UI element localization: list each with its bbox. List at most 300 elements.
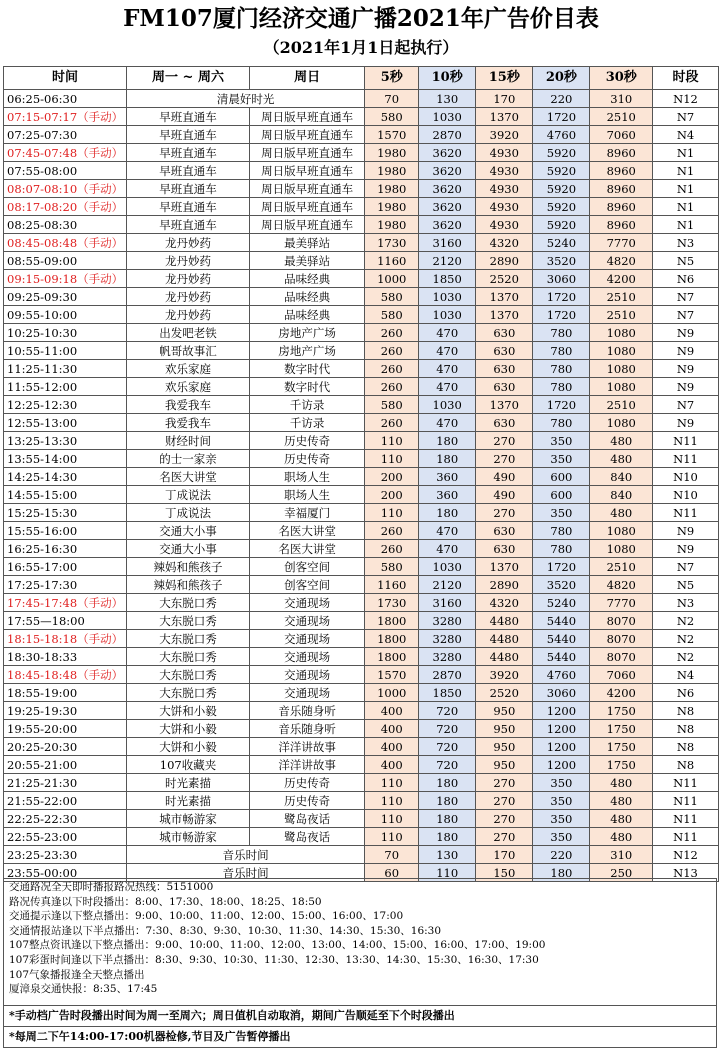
weekday-program-cell: 大东脱口秀 bbox=[127, 684, 250, 702]
sunday-program-cell: 周日版早班直通车 bbox=[250, 198, 365, 216]
slot-cell: N4 bbox=[653, 126, 719, 144]
sunday-program-cell: 周日版早班直通车 bbox=[250, 216, 365, 234]
price-5s: 260 bbox=[365, 360, 419, 378]
price-15s: 4930 bbox=[476, 162, 533, 180]
price-30s: 1750 bbox=[590, 738, 653, 756]
sunday-program-cell: 品味经典 bbox=[250, 288, 365, 306]
price-20s: 5920 bbox=[533, 180, 590, 198]
weekday-program-cell: 龙丹妙药 bbox=[127, 252, 250, 270]
weekday-program-cell: 大饼和小毅 bbox=[127, 720, 250, 738]
sunday-program-cell: 数字时代 bbox=[250, 378, 365, 396]
price-5s: 110 bbox=[365, 774, 419, 792]
table-row bbox=[4, 504, 719, 522]
sunday-program-cell: 历史传奇 bbox=[250, 792, 365, 810]
price-5s: 260 bbox=[365, 522, 419, 540]
price-30s: 1750 bbox=[590, 756, 653, 774]
price-30s: 8070 bbox=[590, 630, 653, 648]
time-cell: 07:25-07:30 bbox=[4, 126, 127, 144]
price-20s: 350 bbox=[533, 828, 590, 846]
price-5s: 260 bbox=[365, 324, 419, 342]
price-10s: 360 bbox=[419, 468, 476, 486]
sunday-program-cell: 数字时代 bbox=[250, 360, 365, 378]
price-30s: 480 bbox=[590, 432, 653, 450]
table-row bbox=[4, 216, 719, 234]
price-10s: 180 bbox=[419, 828, 476, 846]
table-row bbox=[4, 756, 719, 774]
price-30s: 8070 bbox=[590, 612, 653, 630]
price-15s: 4480 bbox=[476, 648, 533, 666]
price-5s: 70 bbox=[365, 846, 419, 864]
time-cell: 11:25-11:30 bbox=[4, 360, 127, 378]
price-20s: 1720 bbox=[533, 558, 590, 576]
weekday-program-cell: 大东脱口秀 bbox=[127, 612, 250, 630]
price-10s: 130 bbox=[419, 90, 476, 108]
price-20s: 350 bbox=[533, 792, 590, 810]
price-15s: 630 bbox=[476, 378, 533, 396]
price-30s: 480 bbox=[590, 504, 653, 522]
time-cell: 19:55-20:00 bbox=[4, 720, 127, 738]
price-20s: 1200 bbox=[533, 756, 590, 774]
program-cell: 音乐时间 bbox=[127, 864, 365, 882]
price-5s: 1160 bbox=[365, 252, 419, 270]
price-10s: 1030 bbox=[419, 288, 476, 306]
sunday-program-cell: 历史传奇 bbox=[250, 774, 365, 792]
price-10s: 2870 bbox=[419, 126, 476, 144]
price-20s: 1200 bbox=[533, 720, 590, 738]
header-20s: 20秒 bbox=[533, 67, 590, 90]
price-15s: 3920 bbox=[476, 666, 533, 684]
price-5s: 1980 bbox=[365, 180, 419, 198]
price-20s: 1720 bbox=[533, 396, 590, 414]
time-cell: 09:55-10:00 bbox=[4, 306, 127, 324]
price-5s: 260 bbox=[365, 414, 419, 432]
price-15s: 490 bbox=[476, 468, 533, 486]
header-15s: 15秒 bbox=[476, 67, 533, 90]
slot-cell: N7 bbox=[653, 306, 719, 324]
price-30s: 1080 bbox=[590, 540, 653, 558]
price-5s: 200 bbox=[365, 468, 419, 486]
slot-cell: N9 bbox=[653, 342, 719, 360]
table-row bbox=[4, 90, 719, 108]
price-30s: 480 bbox=[590, 828, 653, 846]
price-15s: 4480 bbox=[476, 630, 533, 648]
table-row bbox=[4, 486, 719, 504]
time-cell: 21:55-22:00 bbox=[4, 792, 127, 810]
price-10s: 470 bbox=[419, 522, 476, 540]
time-cell: 07:45-07:48（手动） bbox=[4, 144, 127, 162]
price-15s: 270 bbox=[476, 792, 533, 810]
time-cell: 20:25-20:30 bbox=[4, 738, 127, 756]
slot-cell: N12 bbox=[653, 90, 719, 108]
weekday-program-cell: 辣妈和熊孩子 bbox=[127, 576, 250, 594]
price-20s: 600 bbox=[533, 486, 590, 504]
price-30s: 7770 bbox=[590, 594, 653, 612]
weekday-program-cell: 大饼和小毅 bbox=[127, 738, 250, 756]
slot-cell: N8 bbox=[653, 702, 719, 720]
price-10s: 470 bbox=[419, 414, 476, 432]
time-cell: 18:55-19:00 bbox=[4, 684, 127, 702]
price-10s: 110 bbox=[419, 864, 476, 882]
table-row bbox=[4, 828, 719, 846]
time-cell: 08:45-08:48（手动） bbox=[4, 234, 127, 252]
price-20s: 3060 bbox=[533, 270, 590, 288]
price-30s: 1750 bbox=[590, 720, 653, 738]
price-30s: 8960 bbox=[590, 162, 653, 180]
table-row bbox=[4, 198, 719, 216]
price-20s: 3520 bbox=[533, 576, 590, 594]
slot-cell: N11 bbox=[653, 810, 719, 828]
price-15s: 270 bbox=[476, 504, 533, 522]
price-5s: 400 bbox=[365, 702, 419, 720]
time-cell: 08:07-08:10（手动） bbox=[4, 180, 127, 198]
table-row bbox=[4, 288, 719, 306]
sunday-program-cell: 千访录 bbox=[250, 396, 365, 414]
price-5s: 110 bbox=[365, 450, 419, 468]
price-30s: 310 bbox=[590, 90, 653, 108]
price-15s: 2890 bbox=[476, 252, 533, 270]
price-5s: 400 bbox=[365, 738, 419, 756]
table-row bbox=[4, 612, 719, 630]
table-row bbox=[4, 540, 719, 558]
sunday-program-cell: 房地产广场 bbox=[250, 324, 365, 342]
sunday-program-cell: 历史传奇 bbox=[250, 450, 365, 468]
price-30s: 8960 bbox=[590, 198, 653, 216]
price-30s: 2510 bbox=[590, 108, 653, 126]
price-10s: 180 bbox=[419, 450, 476, 468]
slot-cell: N8 bbox=[653, 756, 719, 774]
slot-cell: N9 bbox=[653, 324, 719, 342]
sunday-program-cell: 周日版早班直通车 bbox=[250, 162, 365, 180]
price-10s: 2120 bbox=[419, 252, 476, 270]
price-20s: 5440 bbox=[533, 648, 590, 666]
weekday-program-cell: 早班直通车 bbox=[127, 144, 250, 162]
price-5s: 580 bbox=[365, 288, 419, 306]
price-5s: 260 bbox=[365, 540, 419, 558]
note-line: 107整点资讯逢以下整点播出：9:00、10:00、11:00、12:00、13:00、14:00、15:00、16:00、17:00、19:00 bbox=[9, 939, 546, 952]
slot-cell: N6 bbox=[653, 270, 719, 288]
price-30s: 2510 bbox=[590, 288, 653, 306]
time-cell: 13:55-14:00 bbox=[4, 450, 127, 468]
time-cell: 17:25-17:30 bbox=[4, 576, 127, 594]
price-30s: 4200 bbox=[590, 270, 653, 288]
slot-cell: N7 bbox=[653, 108, 719, 126]
time-cell: 22:55-23:00 bbox=[4, 828, 127, 846]
slot-cell: N12 bbox=[653, 846, 719, 864]
price-5s: 580 bbox=[365, 108, 419, 126]
price-15s: 950 bbox=[476, 702, 533, 720]
price-5s: 1800 bbox=[365, 612, 419, 630]
price-5s: 1980 bbox=[365, 216, 419, 234]
weekday-program-cell: 107收藏夹 bbox=[127, 756, 250, 774]
slot-cell: N4 bbox=[653, 666, 719, 684]
slot-cell: N7 bbox=[653, 396, 719, 414]
header-slot: 时段 bbox=[653, 67, 719, 90]
time-cell: 19:25-19:30 bbox=[4, 702, 127, 720]
price-20s: 600 bbox=[533, 468, 590, 486]
time-cell: 08:25-08:30 bbox=[4, 216, 127, 234]
slot-cell: N10 bbox=[653, 486, 719, 504]
time-cell: 18:30-18:33 bbox=[4, 648, 127, 666]
header-time: 时间 bbox=[4, 67, 127, 90]
price-5s: 580 bbox=[365, 306, 419, 324]
slot-cell: N9 bbox=[653, 378, 719, 396]
price-15s: 270 bbox=[476, 432, 533, 450]
price-30s: 8960 bbox=[590, 144, 653, 162]
slot-cell: N11 bbox=[653, 792, 719, 810]
weekday-program-cell: 名医大讲堂 bbox=[127, 468, 250, 486]
rate-table-body bbox=[4, 90, 719, 882]
price-30s: 840 bbox=[590, 468, 653, 486]
table-row bbox=[4, 684, 719, 702]
header-sunday: 周日 bbox=[250, 67, 365, 90]
slot-cell: N7 bbox=[653, 288, 719, 306]
price-10s: 3620 bbox=[419, 162, 476, 180]
price-5s: 70 bbox=[365, 90, 419, 108]
sunday-program-cell: 交通现场 bbox=[250, 612, 365, 630]
table-row bbox=[4, 576, 719, 594]
price-20s: 220 bbox=[533, 846, 590, 864]
time-cell: 07:55-08:00 bbox=[4, 162, 127, 180]
price-15s: 2520 bbox=[476, 270, 533, 288]
price-15s: 1370 bbox=[476, 306, 533, 324]
table-row bbox=[4, 324, 719, 342]
price-15s: 630 bbox=[476, 342, 533, 360]
time-cell: 08:55-09:00 bbox=[4, 252, 127, 270]
slot-cell: N1 bbox=[653, 180, 719, 198]
price-10s: 3620 bbox=[419, 198, 476, 216]
time-cell: 18:15-18:18（手动） bbox=[4, 630, 127, 648]
weekday-program-cell: 欢乐家庭 bbox=[127, 378, 250, 396]
weekday-program-cell: 我爱我车 bbox=[127, 414, 250, 432]
sunday-program-cell: 鹭岛夜话 bbox=[250, 810, 365, 828]
sunday-program-cell: 交通现场 bbox=[250, 666, 365, 684]
price-15s: 1370 bbox=[476, 288, 533, 306]
slot-cell: N1 bbox=[653, 162, 719, 180]
price-15s: 630 bbox=[476, 324, 533, 342]
time-cell: 10:25-10:30 bbox=[4, 324, 127, 342]
price-10s: 1850 bbox=[419, 684, 476, 702]
price-15s: 630 bbox=[476, 414, 533, 432]
price-20s: 5440 bbox=[533, 612, 590, 630]
price-30s: 7770 bbox=[590, 234, 653, 252]
price-30s: 480 bbox=[590, 792, 653, 810]
weekday-program-cell: 龙丹妙药 bbox=[127, 234, 250, 252]
price-10s: 3620 bbox=[419, 144, 476, 162]
price-5s: 580 bbox=[365, 396, 419, 414]
price-15s: 4320 bbox=[476, 234, 533, 252]
price-20s: 780 bbox=[533, 414, 590, 432]
price-30s: 840 bbox=[590, 486, 653, 504]
time-cell: 20:55-21:00 bbox=[4, 756, 127, 774]
weekday-program-cell: 大东脱口秀 bbox=[127, 666, 250, 684]
weekday-program-cell: 城市畅游家 bbox=[127, 810, 250, 828]
weekday-program-cell: 出发吧老铁 bbox=[127, 324, 250, 342]
table-row bbox=[4, 144, 719, 162]
slot-cell: N5 bbox=[653, 252, 719, 270]
price-30s: 1080 bbox=[590, 360, 653, 378]
price-15s: 270 bbox=[476, 810, 533, 828]
price-20s: 5920 bbox=[533, 162, 590, 180]
weekday-program-cell: 早班直通车 bbox=[127, 216, 250, 234]
price-30s: 2510 bbox=[590, 306, 653, 324]
price-15s: 2890 bbox=[476, 576, 533, 594]
price-30s: 8960 bbox=[590, 216, 653, 234]
table-row bbox=[4, 450, 719, 468]
table-row bbox=[4, 720, 719, 738]
price-30s: 480 bbox=[590, 450, 653, 468]
price-15s: 270 bbox=[476, 828, 533, 846]
price-10s: 3620 bbox=[419, 216, 476, 234]
slot-cell: N9 bbox=[653, 522, 719, 540]
price-20s: 5920 bbox=[533, 144, 590, 162]
header-30s: 30秒 bbox=[590, 67, 653, 90]
slot-cell: N11 bbox=[653, 774, 719, 792]
footnote-manual: *手动档广告时段播出时间为周一至周六；周日值机自动取消，期间广告顺延至下个时段播出 bbox=[3, 1006, 717, 1027]
table-row bbox=[4, 396, 719, 414]
price-20s: 780 bbox=[533, 324, 590, 342]
price-20s: 1720 bbox=[533, 306, 590, 324]
price-15s: 4930 bbox=[476, 144, 533, 162]
price-20s: 780 bbox=[533, 378, 590, 396]
weekday-program-cell: 帆哥故事汇 bbox=[127, 342, 250, 360]
time-cell: 12:25-12:30 bbox=[4, 396, 127, 414]
note-line: 交通情报站逢以下半点播出：7:30、8:30、9:30、10:30、11:30、14:30、15:30、16:30 bbox=[9, 924, 442, 937]
program-cell: 音乐时间 bbox=[127, 846, 365, 864]
time-cell: 14:25-14:30 bbox=[4, 468, 127, 486]
price-5s: 1800 bbox=[365, 630, 419, 648]
price-15s: 950 bbox=[476, 738, 533, 756]
weekday-program-cell: 早班直通车 bbox=[127, 180, 250, 198]
slot-cell: N9 bbox=[653, 414, 719, 432]
price-10s: 3280 bbox=[419, 648, 476, 666]
weekday-program-cell: 早班直通车 bbox=[127, 108, 250, 126]
weekday-program-cell: 交通大小事 bbox=[127, 540, 250, 558]
table-row bbox=[4, 108, 719, 126]
weekday-program-cell: 辣妈和熊孩子 bbox=[127, 558, 250, 576]
price-5s: 110 bbox=[365, 810, 419, 828]
price-30s: 1080 bbox=[590, 522, 653, 540]
weekday-program-cell: 交通大小事 bbox=[127, 522, 250, 540]
sunday-program-cell: 创客空间 bbox=[250, 576, 365, 594]
sunday-program-cell: 周日版早班直通车 bbox=[250, 144, 365, 162]
slot-cell: N10 bbox=[653, 468, 719, 486]
header-5s: 5秒 bbox=[365, 67, 419, 90]
price-5s: 110 bbox=[365, 792, 419, 810]
price-10s: 3280 bbox=[419, 630, 476, 648]
price-20s: 350 bbox=[533, 450, 590, 468]
price-20s: 780 bbox=[533, 360, 590, 378]
price-30s: 1080 bbox=[590, 414, 653, 432]
table-row bbox=[4, 702, 719, 720]
price-5s: 110 bbox=[365, 828, 419, 846]
price-30s: 1750 bbox=[590, 702, 653, 720]
price-15s: 1370 bbox=[476, 108, 533, 126]
table-row bbox=[4, 252, 719, 270]
header-weekday: 周一 ~ 周六 bbox=[127, 67, 250, 90]
price-5s: 1570 bbox=[365, 126, 419, 144]
sunday-program-cell: 洋洋讲故事 bbox=[250, 738, 365, 756]
price-20s: 1200 bbox=[533, 702, 590, 720]
price-10s: 3280 bbox=[419, 612, 476, 630]
sunday-program-cell: 名医大讲堂 bbox=[250, 540, 365, 558]
weekday-program-cell: 的士一家亲 bbox=[127, 450, 250, 468]
price-20s: 350 bbox=[533, 432, 590, 450]
price-20s: 5920 bbox=[533, 216, 590, 234]
price-5s: 1980 bbox=[365, 144, 419, 162]
sunday-program-cell: 交通现场 bbox=[250, 630, 365, 648]
price-10s: 470 bbox=[419, 540, 476, 558]
price-10s: 3160 bbox=[419, 594, 476, 612]
price-15s: 1370 bbox=[476, 396, 533, 414]
sunday-program-cell: 最美驿站 bbox=[250, 234, 365, 252]
price-10s: 1030 bbox=[419, 558, 476, 576]
weekday-program-cell: 龙丹妙药 bbox=[127, 306, 250, 324]
price-5s: 110 bbox=[365, 504, 419, 522]
sunday-program-cell: 名医大讲堂 bbox=[250, 522, 365, 540]
price-10s: 3160 bbox=[419, 234, 476, 252]
sunday-program-cell: 交通现场 bbox=[250, 684, 365, 702]
time-cell: 11:55-12:00 bbox=[4, 378, 127, 396]
time-cell: 17:45-17:48（手动） bbox=[4, 594, 127, 612]
footnote-maintenance: *每周二下午14:00-17:00机器检修,节目及广告暂停播出 bbox=[3, 1027, 717, 1048]
time-cell: 12:55-13:00 bbox=[4, 414, 127, 432]
note-line: 路况传真逢以下时段播出：8:00、17:30、18:00、18:25、18:50 bbox=[9, 895, 322, 908]
price-5s: 1000 bbox=[365, 270, 419, 288]
price-20s: 5240 bbox=[533, 234, 590, 252]
price-10s: 180 bbox=[419, 792, 476, 810]
weekday-program-cell: 早班直通车 bbox=[127, 126, 250, 144]
slot-cell: N1 bbox=[653, 198, 719, 216]
sunday-program-cell: 幸福厦门 bbox=[250, 504, 365, 522]
weekday-program-cell: 丁成说法 bbox=[127, 486, 250, 504]
broadcast-notes bbox=[3, 878, 717, 1006]
price-20s: 350 bbox=[533, 504, 590, 522]
time-cell: 09:15-09:18（手动） bbox=[4, 270, 127, 288]
price-10s: 470 bbox=[419, 360, 476, 378]
table-row bbox=[4, 162, 719, 180]
weekday-program-cell: 时光素描 bbox=[127, 774, 250, 792]
weekday-program-cell: 我爱我车 bbox=[127, 396, 250, 414]
price-5s: 1730 bbox=[365, 234, 419, 252]
slot-cell: N3 bbox=[653, 234, 719, 252]
price-5s: 1800 bbox=[365, 648, 419, 666]
price-10s: 3620 bbox=[419, 180, 476, 198]
time-cell: 23:25-23:30 bbox=[4, 846, 127, 864]
time-cell: 21:25-21:30 bbox=[4, 774, 127, 792]
weekday-program-cell: 城市畅游家 bbox=[127, 828, 250, 846]
weekday-program-cell: 大东脱口秀 bbox=[127, 648, 250, 666]
slot-cell: N9 bbox=[653, 360, 719, 378]
price-15s: 150 bbox=[476, 864, 533, 882]
time-cell: 23:55-00:00 bbox=[4, 864, 127, 882]
price-5s: 200 bbox=[365, 486, 419, 504]
weekday-program-cell: 财经时间 bbox=[127, 432, 250, 450]
weekday-program-cell: 大东脱口秀 bbox=[127, 630, 250, 648]
slot-cell: N3 bbox=[653, 594, 719, 612]
weekday-program-cell: 大东脱口秀 bbox=[127, 594, 250, 612]
price-30s: 1080 bbox=[590, 342, 653, 360]
weekday-program-cell: 早班直通车 bbox=[127, 162, 250, 180]
table-row bbox=[4, 360, 719, 378]
price-20s: 3520 bbox=[533, 252, 590, 270]
time-cell: 15:55-16:00 bbox=[4, 522, 127, 540]
sunday-program-cell: 品味经典 bbox=[250, 306, 365, 324]
price-10s: 1850 bbox=[419, 270, 476, 288]
price-20s: 4760 bbox=[533, 126, 590, 144]
sunday-program-cell: 交通现场 bbox=[250, 594, 365, 612]
sunday-program-cell: 品味经典 bbox=[250, 270, 365, 288]
price-15s: 490 bbox=[476, 486, 533, 504]
